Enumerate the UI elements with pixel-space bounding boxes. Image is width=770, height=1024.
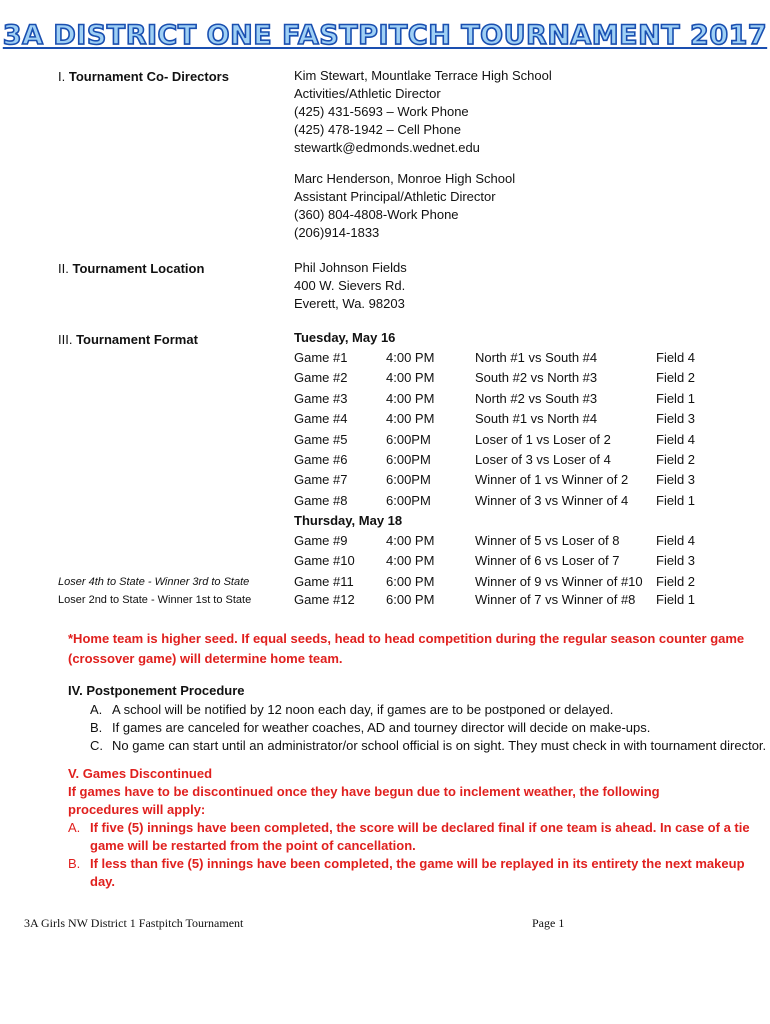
matchup: South #2 vs North #3 (475, 370, 598, 386)
list-letter: C. (90, 738, 103, 753)
list-item (90, 701, 766, 719)
list-text: If less than five (5) innings have been completed, the game will be replayed in its entirety the next makeup day. (90, 856, 745, 889)
list-text: No game can start until an administrator/or school official is on sight. They must check in with tournament director. (112, 738, 767, 753)
section-format-label (58, 332, 198, 347)
discontinued-heading: V. Games Discontinued (68, 766, 213, 781)
matchup: South #1 vs North #4 (475, 411, 598, 427)
table-row (294, 350, 714, 368)
game-time: 4:00 PM (386, 390, 435, 406)
director1-name: Kim Stewart, Mountlake Terrace High School (294, 68, 552, 83)
discontinued-section (68, 765, 758, 891)
section-title: Tournament Format (76, 332, 198, 347)
matchup: Loser of 1 vs Loser of 2 (475, 431, 611, 447)
table-row (294, 574, 714, 592)
matchup: Winner of 3 vs Winner of 4 (475, 492, 629, 508)
section-title: Tournament Co- Directors (68, 69, 229, 84)
table-row (294, 432, 714, 450)
game-number: Game #12 (294, 592, 355, 607)
list-letter: B. (68, 856, 81, 871)
field-assignment: Field 4 (656, 431, 696, 447)
footer-page-number: Page 1 (532, 916, 565, 930)
matchup: Loser of 3 vs Loser of 4 (475, 452, 611, 467)
table-row (294, 553, 714, 571)
game-number: Game #6 (294, 452, 348, 467)
matchup: Winner of 5 vs Loser of 8 (475, 533, 620, 548)
postponement-list (90, 701, 766, 755)
list-item (68, 855, 758, 891)
seeding-note-1: Loser 4th to State - Winner 3rd to State (58, 576, 250, 588)
field-assignment: Field 1 (656, 390, 696, 406)
schedule-day-thursday: Thursday, May 18 (294, 513, 403, 528)
field-assignment: Field 4 (656, 533, 696, 548)
game-number: Game #7 (294, 472, 348, 488)
director2-name: Marc Henderson, Monroe High School (294, 171, 516, 186)
game-time: 6:00PM (386, 472, 431, 488)
field-assignment: Field 1 (656, 592, 696, 607)
game-number: Game #4 (294, 411, 348, 427)
game-number: Game #11 (294, 574, 354, 589)
section-location-label (58, 261, 204, 276)
list-item (68, 819, 758, 855)
director2-phone: (206)914-1833 (294, 225, 380, 240)
schedule-day-tuesday: Tuesday, May 16 (294, 330, 396, 345)
list-letter: B. (90, 720, 103, 735)
director2-contact (294, 170, 515, 242)
game-time: 4:00 PM (386, 533, 435, 548)
field-assignment: Field 3 (656, 553, 696, 568)
section-title: Tournament Location (72, 261, 205, 276)
matchup: North #1 vs South #4 (475, 350, 598, 365)
list-item (90, 719, 766, 737)
table-row (294, 370, 714, 388)
footer-title: 3A Girls NW District 1 Fastpitch Tournament (24, 916, 244, 930)
field-assignment: Field 2 (656, 370, 696, 386)
game-time: 6:00 PM (386, 574, 435, 589)
table-row (294, 391, 714, 409)
table-row (294, 452, 714, 470)
table-row (294, 411, 714, 429)
field-assignment: Field 4 (656, 350, 696, 365)
list-item (90, 737, 766, 755)
home-team-note: *Home team is higher seed. If equal seeds, head to head competition during the regular season counter game (crossover game) will determine home team. (68, 631, 745, 666)
field-assignment: Field 3 (656, 411, 696, 427)
director1-work-phone: (425) 431-5693 – Work Phone (294, 104, 469, 119)
matchup: Winner of 7 vs Winner of #8 (475, 592, 636, 607)
game-time: 6:00PM (386, 492, 431, 508)
game-number: Game #9 (294, 533, 348, 548)
section-codirectors-label (58, 69, 229, 84)
game-time: 4:00 PM (386, 350, 435, 365)
game-time: 4:00 PM (386, 370, 435, 386)
matchup: Winner of 9 vs Winner of #10 (475, 574, 643, 589)
field-assignment: Field 3 (656, 472, 696, 488)
game-number: Game #8 (294, 492, 348, 508)
game-time: 4:00 PM (386, 411, 435, 427)
game-time: 6:00 PM (386, 592, 435, 607)
list-text: A school will be notified by 12 noon each day, if games are to be postponed or delayed. (112, 702, 614, 717)
list-text: If games are canceled for weather coaches, AD and tourney director will decide on make-ups. (112, 720, 651, 735)
table-row (294, 592, 714, 610)
game-time: 6:00PM (386, 452, 431, 467)
game-number: Game #1 (294, 350, 348, 365)
seeding-note-2: Loser 2nd to State - Winner 1st to State (58, 594, 252, 606)
list-letter: A. (68, 820, 81, 835)
matchup: North #2 vs South #3 (475, 390, 598, 406)
director1-email: stewartk@edmonds.wednet.edu (294, 140, 480, 155)
postponement-heading: IV. Postponement Procedure (68, 683, 245, 698)
director1-contact (294, 67, 552, 157)
matchup: Winner of 1 vs Winner of 2 (475, 472, 629, 488)
director1-role: Activities/Athletic Director (294, 86, 441, 101)
list-text: If five (5) innings have been completed, the score will be declared final if one team is ahead. In case of a tie game will be restarted from the point of cancellation. (90, 820, 750, 853)
game-time: 4:00 PM (386, 553, 435, 568)
location-city: Everett, Wa. 98203 (294, 296, 405, 311)
game-time: 6:00PM (386, 431, 431, 447)
discontinued-intro: If games have to be discontinued once they have begun due to inclement weather, the following procedures will apply: (68, 784, 660, 817)
field-assignment: Field 2 (656, 574, 696, 589)
director2-role: Assistant Principal/Athletic Director (294, 189, 496, 204)
field-assignment: Field 1 (656, 492, 696, 508)
table-row (294, 533, 714, 551)
game-number: Game #5 (294, 431, 348, 447)
location-name: Phil Johnson Fields (294, 260, 407, 275)
location-address (294, 259, 407, 313)
section-number: I. (58, 69, 66, 84)
list-letter: A. (90, 702, 103, 717)
field-assignment: Field 2 (656, 452, 696, 467)
section-number: II. (58, 261, 69, 276)
location-street: 400 W. Sievers Rd. (294, 278, 406, 293)
matchup: Winner of 6 vs Loser of 7 (475, 553, 620, 568)
director1-cell-phone: (425) 478-1942 – Cell Phone (294, 122, 461, 137)
game-number: Game #10 (294, 553, 355, 568)
table-row (294, 493, 714, 511)
table-row (294, 472, 714, 490)
game-number: Game #3 (294, 390, 348, 406)
director2-work-phone: (360) 804-4808-Work Phone (294, 207, 459, 222)
section-number: III. (58, 332, 73, 347)
game-number: Game #2 (294, 370, 348, 386)
document-title: 3A DISTRICT ONE FASTPITCH TOURNAMENT 2017 (2, 20, 768, 51)
